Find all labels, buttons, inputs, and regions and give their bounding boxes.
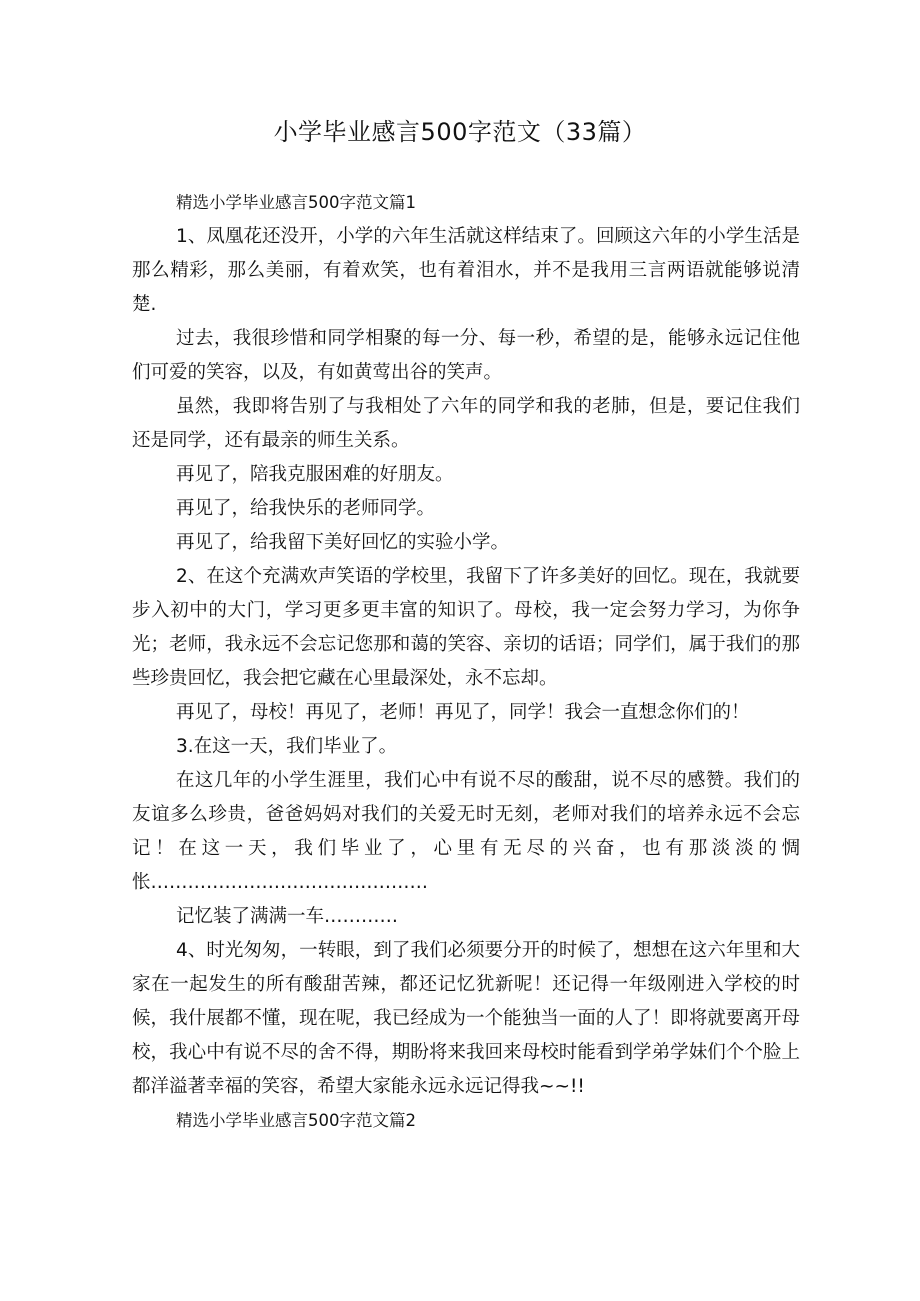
paragraph-9: 3.在这一天，我们毕业了。 [176,736,398,757]
section-heading-1: 精选小学毕业感言500字范文篇1 [176,193,416,212]
paragraph-5: 再见了，给我快乐的老师同学。 [176,498,436,519]
paragraph-3: 虽然，我即将告别了与我相处了六年的同学和我的老肺，但是，要记住我们还是同学，还有最亲的师生关系。 [132,396,800,451]
paragraph-11: 记忆装了满满一车………… [176,906,399,927]
paragraph-7: 2、在这个充满欢声笑语的学校里，我留下了许多美好的回忆。现在，我就要步入初中的大门，学习更多更丰富的知识了。母校，我一定会努力学习，为你争光；老师，我永远不会忘记您那和蔼的笑容、亲切的话语；同学们，属于我们的那些珍贵回忆，我会把它藏在心里最深处，永不忘却。 [132,566,800,689]
paragraph-8: 再见了，母校！再见了，老师！再见了，同学！我会一直想念你们的！ [176,702,750,723]
paragraph-12: 4、时光匆匆，一转眼，到了我们必须要分开的时候了，想想在这六年里和大家在一起发生的所有酸甜苦辣，都还记忆犹新呢！还记得一年级刚进入学校的时候，我什展都不懂，现在呢，我已经成为一个能独当一面的人了！即将就要离开母校，我心中有说不尽的舍不得，期盼将来我回来母校时能看到学弟学妹们个个脸上都洋溢著幸福的笑容，希望大家能永远永远记得我~~!! [132,940,800,1097]
document-body [132,186,800,1138]
paragraph-6: 再见了，给我留下美好回忆的实验小学。 [176,532,510,553]
section-heading-2: 精选小学毕业感言500字范文篇2 [176,1111,416,1130]
paragraph-1: 1、凤凰花还没开，小学的六年生活就这样结束了。回顾这六年的小学生活是那么精彩，那么美丽，有着欢笑，也有着泪水，并不是我用三言两语就能够说清楚. [132,226,800,315]
document-title: 小学毕业感言500字范文（33篇） [273,118,647,146]
paragraph-4: 再见了，陪我克服困难的好朋友。 [176,464,454,485]
paragraph-2: 过去，我很珍惜和同学相聚的每一分、每一秒，希望的是，能够永远记住他们可爱的笑容，以及，有如黄莺出谷的笑声。 [132,328,800,383]
paragraph-10: 在这几年的小学生涯里，我们心中有说不尽的酸甜，说不尽的感赞。我们的友谊多么珍贵，爸爸妈妈对我们的关爱无时无刻，老师对我们的培养永远不会忘记！在这一天，我们毕业了，心里有无尽的兴奋，也有那淡淡的惆怅……………………………………… [132,770,800,893]
